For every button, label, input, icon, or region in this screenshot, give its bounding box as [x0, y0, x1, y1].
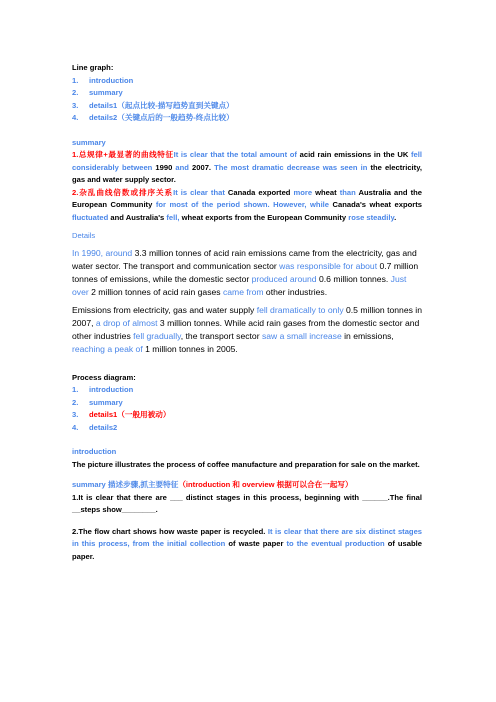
outline-item: 2. summary — [72, 397, 123, 407]
outline-item: 2. summary — [72, 88, 123, 97]
outline-item: 1. introduction — [72, 75, 134, 85]
document-body — [72, 62, 422, 563]
summary2-paragraph-1: 1.It is clear that there are ___ distinct stages in this process, beginning with ______.The final __steps show________. — [72, 492, 422, 514]
summary-heading: summary — [72, 137, 106, 147]
details-paragraph-1: In 1990, around 3.3 million tonnes of acid rain emissions came from the electricity, gas and water sector. The transport and communication sector was responsible for about 0.7 million tonnes of emissions, while the domestic sector produced around 0.6 million tonnes. Just over 2 million tonnes of acid rain gases came from other industries. — [72, 247, 419, 297]
summary2-paragraph-2: 2.The flow chart shows how waste paper is recycled. It is clear that there are six distinct stages in this process, from the initial collection of waste paper to the eventual production of usable paper. — [72, 526, 423, 561]
outline-item: 4. details2 — [72, 422, 118, 432]
introduction-text: The picture illustrates the process of coffee manufacture and preparation for sale on the market. — [72, 459, 420, 469]
outline-item: 3. details1（起点比较-描写趋势直到关键点） — [72, 100, 234, 110]
summary-paragraph-1: 1.总规律+最显著的曲线特征It is clear that the total amount of acid rain emissions in the UK fell considerably between 1990 and 2007. The most dramatic decrease was seen in the electricity, gas and water supply sector. — [72, 150, 423, 184]
details-heading: Details — [72, 231, 96, 240]
outline-item: 4. details2（关键点后的一般趋势-终点比较） — [72, 113, 234, 122]
details-paragraph-2: Emissions from electricity, gas and water supply fell dramatically to only 0.5 million tonnes in 2007, a drop of almost 3 million tonnes. While acid rain gases from the domestic sector and other industries fell gradually, the transport sector saw a small increase in emissions, reaching a peak of 1 million tonnes in 2005. — [72, 304, 422, 354]
outline-item: 1. introduction — [72, 385, 134, 394]
outline-item: 3. details1（一般用被动） — [72, 410, 171, 419]
summary-paragraph-2: 2.杂乱曲线倍数或排序关系It is clear that Canada exported more wheat than Australia and the European Community for most of the period shown. However, while Canada's wheat exports fluctuated and Australia's fell, wheat exports from the European Community rose steadily. — [72, 187, 422, 222]
introduction-heading: introduction — [72, 447, 117, 456]
summary2-heading: summary 描述步骤,抓主要特征（introduction 和 overview 根据可以合在一起写） — [72, 480, 353, 489]
process-diagram-title: Process diagram: — [72, 372, 136, 382]
line-graph-title: Line graph: — [72, 63, 114, 72]
